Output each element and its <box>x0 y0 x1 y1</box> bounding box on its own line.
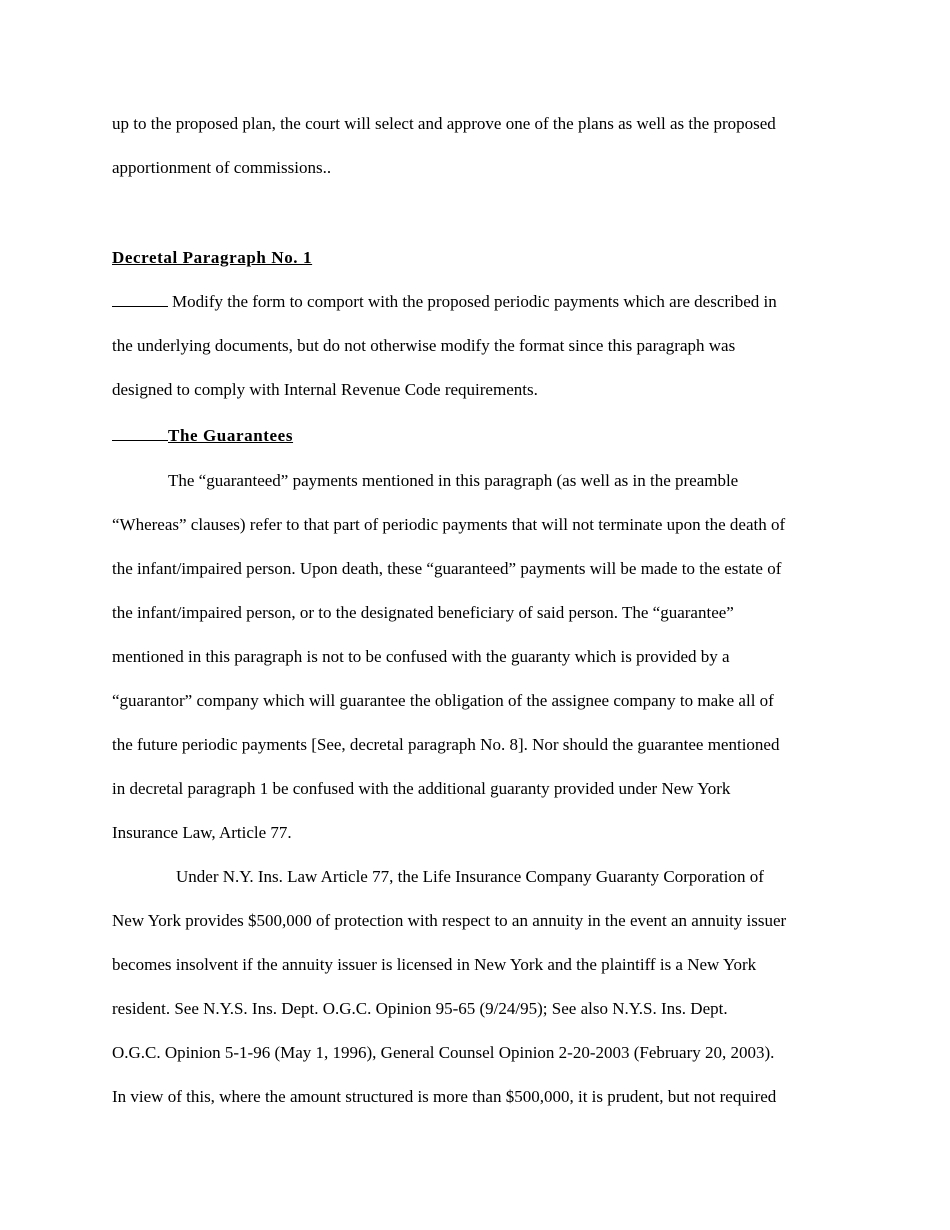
guarantees-heading-text: The Guarantees <box>168 426 294 445</box>
guarantees-para1-line-5: mentioned in this paragraph is not to be confused with the guaranty which is provided by a <box>112 647 730 666</box>
guarantees-para1-line-1: The “guaranteed” payments mentioned in this paragraph (as well as in the preamble <box>168 471 739 490</box>
guarantees-para2-line-4: resident. See N.Y.S. Ins. Dept. O.G.C. Opinion 95-65 (9/24/95); See also N.Y.S. Ins. Dept. <box>112 999 728 1018</box>
intro-line-1: up to the proposed plan, the court will select and approve one of the plans as well as the proposed <box>112 114 776 133</box>
guarantees-para1-line-2: “Whereas” clauses) refer to that part of periodic payments that will not terminate upon the death of <box>112 515 786 534</box>
section1-line-1-text: Modify the form to comport with the proposed periodic payments which are described in <box>172 292 777 311</box>
fill-in-blank <box>112 292 168 307</box>
section1-line-1 <box>112 292 777 312</box>
guarantees-para1-line-3: the infant/impaired person. Upon death, these “guaranteed” payments will be made to the estate of <box>112 559 782 578</box>
guarantees-para1-line-6: “guarantor” company which will guarantee the obligation of the assignee company to make all of <box>112 691 774 710</box>
guarantees-para1-line-8: in decretal paragraph 1 be confused with the additional guaranty provided under New York <box>112 779 731 798</box>
guarantees-para2-line-6: In view of this, where the amount structured is more than $500,000, it is prudent, but not required <box>112 1087 777 1106</box>
intro-line-2: apportionment of commissions.. <box>112 158 332 177</box>
guarantees-para2-line-3: becomes insolvent if the annuity issuer is licensed in New York and the plaintiff is a New York <box>112 955 757 974</box>
guarantees-para2-line-2: New York provides $500,000 of protection with respect to an annuity in the event an annuity issuer <box>112 911 787 930</box>
guarantees-para2-line-1: Under N.Y. Ins. Law Article 77, the Life Insurance Company Guaranty Corporation of <box>176 867 764 886</box>
section-heading-decretal-paragraph-1: Decretal Paragraph No. 1 <box>112 248 313 267</box>
section1-line-2: the underlying documents, but do not otherwise modify the format since this paragraph was <box>112 336 736 355</box>
heading-indent-underline <box>112 426 168 441</box>
section-heading-guarantees <box>112 426 293 446</box>
guarantees-para1-line-7: the future periodic payments [See, decretal paragraph No. 8]. Nor should the guarantee mentioned <box>112 735 780 754</box>
guarantees-para1-line-4: the infant/impaired person, or to the designated beneficiary of said person. The “guarantee” <box>112 603 734 622</box>
section1-line-3: designed to comply with Internal Revenue Code requirements. <box>112 380 538 399</box>
guarantees-para1-line-9: Insurance Law, Article 77. <box>112 823 292 842</box>
guarantees-para2-line-5: O.G.C. Opinion 5-1-96 (May 1, 1996), General Counsel Opinion 2-20-2003 (February 20, 2003). <box>112 1043 775 1062</box>
